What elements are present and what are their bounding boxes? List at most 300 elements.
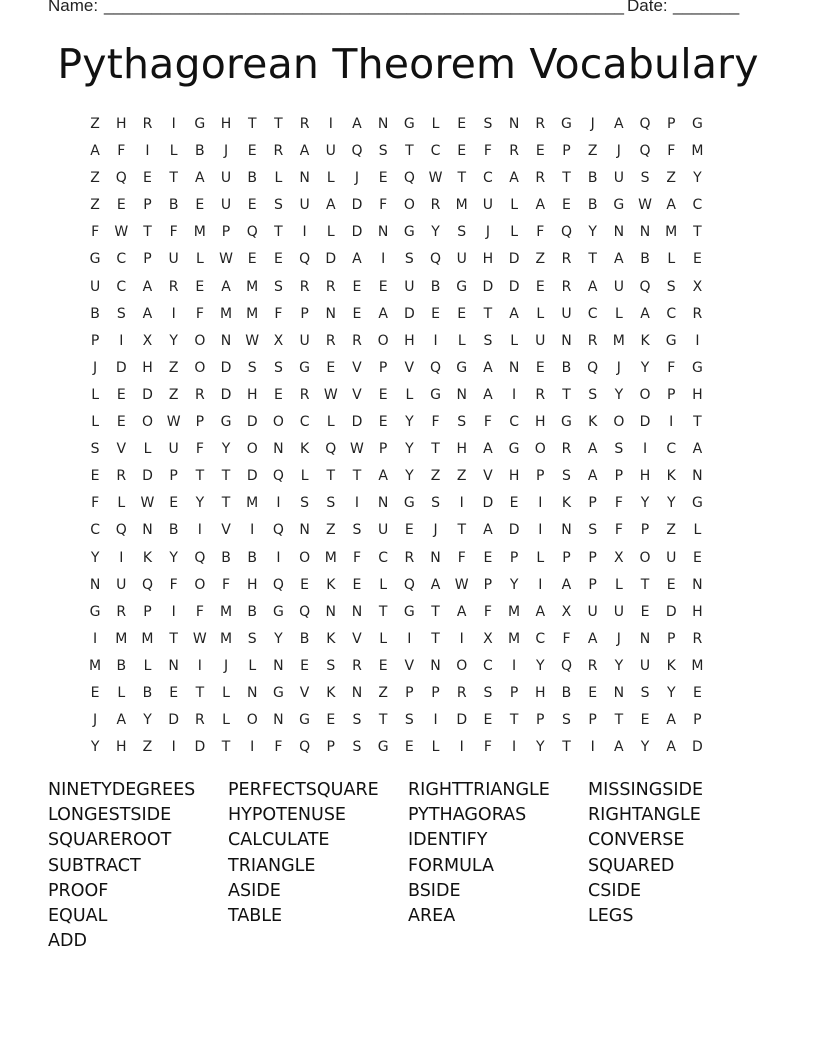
- grid-letter: U: [482, 197, 494, 214]
- grid-letter: K: [326, 630, 336, 647]
- grid-letter: O: [299, 549, 311, 566]
- grid-letter: P: [509, 684, 519, 701]
- grid-letter: G: [456, 359, 468, 376]
- grid-letter: U: [325, 143, 336, 160]
- grid-letter: T: [640, 576, 650, 593]
- grid-letter: R: [325, 278, 336, 295]
- grid-letter: F: [169, 224, 178, 241]
- grid-letter: R: [299, 386, 310, 403]
- grid-letter: B: [221, 549, 231, 566]
- grid-letter: W: [166, 414, 181, 431]
- word-list-item: IDENTIFY: [408, 830, 488, 851]
- grid-letter: Q: [430, 251, 442, 268]
- grid-letter: D: [115, 359, 127, 376]
- grid-letter: P: [300, 305, 309, 322]
- grid-letter: P: [509, 549, 519, 566]
- grid-letter: Z: [378, 684, 388, 701]
- grid-letter: I: [171, 116, 176, 132]
- grid-letter: N: [561, 522, 572, 539]
- grid-letter: N: [692, 468, 703, 485]
- grid-letter: I: [669, 414, 674, 431]
- grid-letter: P: [90, 332, 100, 349]
- grid-letter: S: [273, 278, 283, 295]
- word-list-item: ASIDE: [228, 880, 281, 901]
- grid-letter: I: [459, 739, 464, 756]
- grid-letter: F: [483, 603, 492, 620]
- grid-letter: N: [508, 116, 520, 132]
- grid-letter: B: [247, 549, 258, 566]
- grid-letter: T: [457, 522, 466, 539]
- grid-letter: P: [378, 441, 388, 458]
- grid-letter: A: [692, 441, 703, 458]
- grid-letter: T: [352, 468, 362, 485]
- grid-letter: E: [404, 739, 414, 756]
- grid-letter: H: [692, 603, 703, 620]
- grid-letter: U: [639, 657, 651, 674]
- grid-letter: S: [116, 305, 126, 322]
- grid-letter: R: [352, 657, 362, 674]
- grid-letter: B: [195, 143, 205, 160]
- grid-letter: W: [428, 170, 443, 187]
- grid-row: [82, 656, 711, 683]
- grid-letter: R: [299, 116, 310, 132]
- word-list-item: NINETYDEGREES: [48, 780, 196, 800]
- grid-letter: N: [325, 603, 337, 620]
- grid-letter: Y: [143, 712, 152, 729]
- grid-letter: O: [639, 386, 651, 403]
- grid-letter: T: [195, 684, 205, 701]
- grid-letter: L: [91, 386, 99, 403]
- grid-letter: V: [116, 441, 127, 458]
- grid-letter: I: [171, 603, 176, 620]
- grid-letter: D: [403, 305, 415, 322]
- grid-letter: E: [535, 143, 545, 160]
- grid-letter: Z: [456, 468, 467, 485]
- grid-letter: A: [90, 143, 100, 160]
- grid-letter: O: [534, 441, 546, 458]
- grid-letter: J: [93, 359, 98, 376]
- grid-letter: Z: [325, 522, 336, 539]
- word-list-item: RIGHTANGLE: [588, 805, 701, 826]
- grid-letter: Z: [90, 170, 100, 187]
- grid-letter: J: [616, 630, 621, 647]
- grid-letter: M: [691, 143, 704, 160]
- grid-letter: B: [247, 603, 258, 620]
- grid-letter: N: [613, 224, 625, 241]
- grid-letter: L: [117, 684, 126, 701]
- grid-letter: A: [587, 468, 598, 485]
- grid-letter: Y: [614, 657, 624, 674]
- grid-letter: E: [378, 170, 388, 187]
- grid-letter: G: [377, 739, 389, 756]
- grid-letter: R: [325, 332, 336, 349]
- grid-letter: M: [455, 197, 468, 214]
- grid-letter: O: [141, 414, 153, 431]
- grid-letter: Q: [272, 522, 284, 539]
- grid-letter: S: [562, 712, 571, 729]
- grid-letter: B: [587, 197, 598, 214]
- grid-letter: U: [613, 603, 624, 620]
- grid-letter: L: [510, 332, 518, 349]
- grid-letter: W: [638, 197, 652, 214]
- grid-letter: A: [378, 305, 388, 322]
- grid-letter: E: [326, 359, 336, 376]
- grid-letter: L: [510, 224, 518, 241]
- grid-letter: Q: [246, 224, 258, 241]
- grid-letter: F: [195, 441, 204, 458]
- grid-letter: L: [169, 143, 178, 160]
- word-list-item: PYTHAGORAS: [408, 805, 527, 826]
- grid-letter: N: [613, 684, 625, 701]
- grid-letter: E: [509, 495, 519, 512]
- grid-letter: E: [247, 197, 257, 214]
- grid-letter: A: [116, 712, 127, 729]
- grid-letter: L: [667, 251, 676, 268]
- word-list-item: SQUAREROOT: [48, 830, 172, 851]
- grid-letter: N: [561, 332, 572, 349]
- grid-letter: U: [89, 278, 101, 295]
- grid-letter: Y: [640, 495, 650, 512]
- grid-letter: T: [509, 712, 519, 729]
- grid-letter: K: [300, 441, 310, 458]
- grid-letter: T: [221, 468, 231, 485]
- grid-letter: T: [431, 441, 440, 458]
- grid-letter: M: [665, 224, 678, 241]
- grid-letter: P: [562, 549, 571, 566]
- grid-letter: L: [117, 495, 126, 512]
- grid-letter: S: [326, 657, 336, 674]
- grid-letter: I: [171, 305, 176, 322]
- grid-row: [82, 385, 711, 412]
- grid-letter: E: [483, 549, 493, 566]
- grid-letter: U: [299, 197, 310, 214]
- grid-letter: R: [168, 278, 179, 295]
- grid-letter: E: [692, 549, 702, 566]
- grid-letter: D: [508, 522, 520, 539]
- grid-letter: I: [381, 251, 386, 268]
- grid-letter: H: [482, 251, 494, 268]
- grid-letter: F: [483, 143, 492, 160]
- grid-letter: S: [326, 495, 336, 512]
- grid-letter: U: [613, 170, 624, 187]
- grid-letter: T: [562, 739, 571, 756]
- grid-letter: G: [691, 495, 703, 512]
- grid-letter: N: [456, 386, 467, 403]
- grid-letter: A: [142, 305, 153, 322]
- grid-letter: J: [433, 522, 438, 539]
- grid-letter: F: [667, 359, 676, 376]
- grid-row: [82, 737, 711, 764]
- grid-letter: V: [352, 359, 362, 376]
- word-list: [48, 780, 788, 956]
- word-list-item: PROOF: [48, 880, 109, 901]
- grid-letter: B: [299, 630, 310, 647]
- grid-letter: D: [325, 251, 337, 268]
- grid-letter: S: [273, 197, 283, 214]
- grid-letter: Y: [405, 441, 414, 458]
- grid-letter: L: [326, 224, 335, 241]
- name-blank-line: _______________________________________________________: [104, 0, 625, 15]
- grid-letter: O: [246, 441, 258, 458]
- grid-row: [82, 222, 711, 249]
- grid-letter: H: [535, 684, 546, 701]
- grid-letter: U: [168, 251, 179, 268]
- grid-letter: D: [482, 495, 494, 512]
- grid-letter: C: [483, 657, 493, 674]
- grid-letter: D: [168, 712, 180, 729]
- grid-letter: W: [219, 251, 233, 268]
- grid-letter: E: [457, 116, 467, 132]
- grid-letter: L: [91, 414, 99, 431]
- grid-letter: M: [219, 603, 233, 620]
- grid-letter: U: [220, 170, 232, 187]
- grid-letter: L: [143, 657, 152, 674]
- grid-letter: D: [142, 386, 153, 403]
- grid-letter: Q: [115, 522, 127, 539]
- grid-letter: Q: [299, 251, 311, 268]
- grid-letter: F: [667, 143, 676, 160]
- grid-letter: E: [116, 197, 126, 214]
- grid-letter: Q: [403, 170, 415, 187]
- grid-letter: E: [247, 143, 257, 160]
- grid-letter: A: [587, 278, 598, 295]
- grid-letter: P: [666, 630, 676, 647]
- grid-letter: X: [483, 630, 493, 647]
- grid-letter: I: [407, 630, 412, 647]
- grid-letter: S: [483, 116, 493, 132]
- grid-letter: V: [299, 684, 310, 701]
- grid-letter: L: [300, 468, 309, 485]
- grid-letter: S: [457, 414, 467, 431]
- grid-letter: B: [247, 170, 258, 187]
- grid-letter: P: [562, 143, 571, 160]
- grid-letter: Y: [666, 495, 676, 512]
- grid-letter: R: [456, 684, 467, 701]
- grid-letter: E: [535, 359, 545, 376]
- grid-letter: G: [508, 441, 520, 458]
- grid-letter: E: [273, 386, 283, 403]
- grid-letter: E: [378, 414, 388, 431]
- grid-letter: T: [247, 116, 257, 132]
- grid-letter: I: [250, 739, 255, 756]
- grid-letter: F: [536, 224, 545, 241]
- grid-letter: E: [588, 684, 598, 701]
- grid-letter: G: [272, 603, 284, 620]
- grid-letter: E: [352, 305, 362, 322]
- grid-letter: F: [614, 495, 623, 512]
- grid-letter: L: [222, 684, 230, 701]
- word-list-item: ADD: [48, 931, 87, 952]
- grid-letter: H: [508, 468, 520, 485]
- grid-letter: P: [693, 712, 702, 729]
- grid-letter: A: [666, 739, 676, 756]
- grid-letter: A: [666, 197, 676, 214]
- grid-letter: R: [509, 143, 519, 160]
- grid-row: [82, 629, 711, 656]
- grid-letter: N: [89, 576, 101, 593]
- grid-letter: I: [145, 143, 150, 160]
- grid-letter: R: [273, 143, 284, 160]
- grid-letter: W: [192, 630, 207, 647]
- grid-letter: S: [588, 522, 598, 539]
- grid-letter: G: [272, 684, 284, 701]
- grid-letter: O: [194, 332, 206, 349]
- grid-letter: T: [562, 170, 571, 187]
- grid-letter: A: [666, 712, 676, 729]
- grid-letter: J: [93, 712, 98, 729]
- grid-letter: W: [140, 495, 155, 512]
- grid-letter: P: [431, 684, 440, 701]
- grid-letter: P: [640, 522, 650, 539]
- grid-letter: H: [404, 332, 415, 349]
- grid-letter: E: [404, 522, 414, 539]
- grid-letter: M: [691, 657, 704, 674]
- grid-letter: N: [639, 630, 651, 647]
- grid-letter: S: [300, 495, 310, 512]
- grid-letter: G: [691, 116, 703, 132]
- grid-letter: A: [509, 305, 519, 322]
- grid-letter: O: [272, 414, 284, 431]
- grid-letter: D: [351, 197, 363, 214]
- grid-letter: R: [535, 116, 546, 132]
- grid-letter: R: [587, 657, 598, 674]
- grid-letter: V: [404, 657, 415, 674]
- grid-letter: I: [354, 495, 360, 512]
- grid-letter: U: [220, 197, 232, 214]
- grid-letter: B: [168, 522, 179, 539]
- grid-letter: P: [588, 495, 597, 512]
- grid-letter: R: [561, 441, 572, 458]
- grid-letter: R: [535, 170, 546, 187]
- grid-letter: E: [116, 386, 126, 403]
- grid-letter: Q: [430, 359, 442, 376]
- grid-row: [82, 331, 711, 358]
- grid-letter: S: [352, 522, 362, 539]
- grid-letter: E: [195, 197, 205, 214]
- grid-letter: T: [405, 143, 414, 160]
- grid-letter: L: [326, 414, 335, 431]
- grid-letter: H: [535, 414, 546, 431]
- grid-letter: U: [666, 549, 677, 566]
- grid-letter: K: [588, 414, 598, 431]
- grid-letter: F: [483, 739, 492, 756]
- grid-letter: Y: [693, 170, 702, 187]
- grid-letter: S: [457, 224, 467, 241]
- grid-letter: A: [352, 116, 362, 132]
- grid-letter: E: [169, 495, 179, 512]
- grid-letter: C: [692, 197, 703, 214]
- grid-letter: L: [143, 441, 152, 458]
- grid-letter: N: [142, 522, 153, 539]
- grid-letter: Q: [115, 170, 127, 187]
- grid-letter: K: [666, 657, 676, 674]
- grid-letter: I: [538, 495, 543, 512]
- grid-letter: N: [220, 332, 232, 349]
- grid-letter: C: [116, 278, 127, 295]
- grid-letter: D: [508, 251, 520, 268]
- grid-letter: S: [247, 359, 257, 376]
- grid-letter: A: [325, 197, 336, 214]
- grid-letter: T: [457, 170, 466, 187]
- word-list-item: SUBTRACT: [48, 855, 141, 876]
- grid-letter: Y: [195, 495, 205, 512]
- word-list-item: TABLE: [228, 905, 283, 926]
- grid-letter: U: [613, 278, 624, 295]
- grid-letter: M: [141, 630, 154, 647]
- grid-letter: A: [221, 278, 231, 295]
- grid-letter: G: [89, 603, 101, 620]
- grid-letter: Q: [272, 576, 284, 593]
- grid-letter: G: [220, 414, 232, 431]
- grid-letter: W: [114, 224, 129, 241]
- grid-letter: M: [246, 495, 259, 512]
- grid-letter: E: [90, 684, 100, 701]
- grid-letter: C: [116, 251, 127, 268]
- grid-letter: H: [639, 468, 651, 485]
- worksheet-header: [0, 0, 816, 20]
- grid-letter: Y: [640, 739, 650, 756]
- grid-letter: X: [273, 332, 284, 349]
- grid-letter: E: [692, 684, 702, 701]
- grid-letter: J: [485, 224, 490, 241]
- grid-letter: R: [430, 197, 441, 214]
- word-list-item: EQUAL: [48, 905, 108, 926]
- grid-letter: D: [351, 224, 363, 241]
- grid-letter: C: [509, 414, 519, 431]
- grid-letter: L: [510, 197, 518, 214]
- grid-letter: D: [220, 359, 232, 376]
- grid-letter: Q: [639, 116, 651, 132]
- grid-row: [82, 249, 711, 276]
- grid-letter: X: [614, 549, 624, 566]
- grid-letter: C: [299, 414, 310, 431]
- grid-letter: Y: [614, 386, 624, 403]
- grid-letter: G: [561, 116, 572, 132]
- grid-letter: G: [403, 224, 415, 241]
- grid-letter: V: [352, 630, 362, 647]
- grid-letter: T: [221, 739, 231, 756]
- grid-letter: D: [220, 386, 232, 403]
- grid-letter: P: [143, 603, 152, 620]
- grid-letter: I: [512, 386, 517, 403]
- grid-letter: G: [561, 414, 572, 431]
- word-list-item: AREA: [408, 905, 456, 926]
- grid-letter: Y: [640, 359, 650, 376]
- word-list-item: SQUARED: [588, 855, 675, 876]
- grid-letter: F: [222, 576, 231, 593]
- grid-letter: M: [508, 630, 521, 647]
- grid-letter: S: [352, 712, 362, 729]
- grid-letter: M: [246, 278, 259, 295]
- grid-letter: E: [169, 684, 179, 701]
- grid-letter: I: [512, 657, 517, 674]
- grid-letter: U: [404, 278, 415, 295]
- grid-letter: G: [613, 197, 625, 214]
- grid-letter: E: [640, 712, 650, 729]
- grid-letter: I: [250, 522, 255, 539]
- grid-letter: H: [692, 386, 703, 403]
- grid-letter: L: [405, 386, 414, 403]
- grid-letter: U: [168, 441, 179, 458]
- grid-letter: C: [483, 170, 493, 187]
- grid-letter: O: [194, 359, 206, 376]
- grid-letter: F: [457, 549, 466, 566]
- grid-letter: G: [299, 359, 311, 376]
- grid-letter: R: [116, 603, 127, 620]
- grid-letter: G: [430, 386, 441, 403]
- word-search-grid: [82, 114, 711, 764]
- grid-letter: F: [562, 630, 571, 647]
